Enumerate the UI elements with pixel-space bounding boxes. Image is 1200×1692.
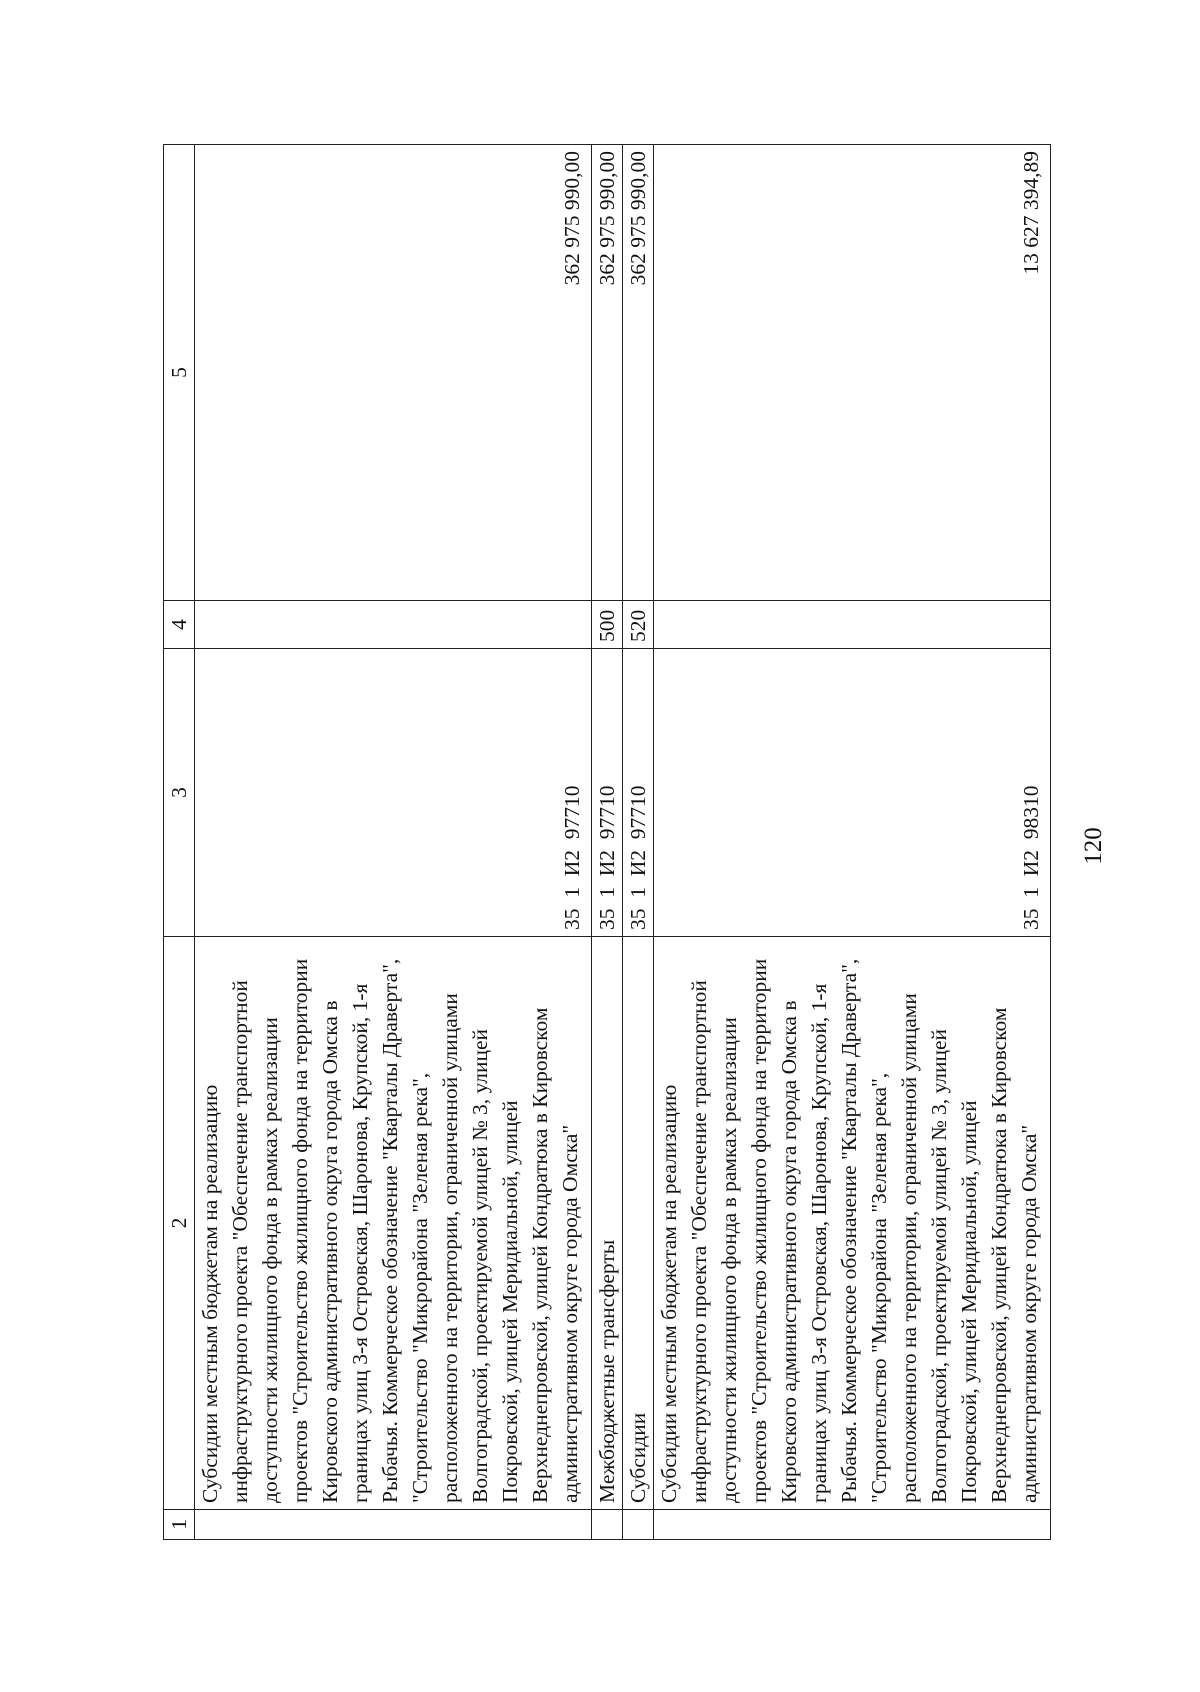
header-row bbox=[164, 145, 195, 1540]
table-row bbox=[623, 145, 654, 1540]
type-cell: 500 bbox=[592, 601, 623, 649]
budget-table bbox=[163, 144, 1051, 1540]
row-number-cell bbox=[654, 1510, 1051, 1540]
type-cell: 520 bbox=[623, 601, 654, 649]
header-col-4: 4 bbox=[164, 601, 195, 649]
amount-cell: 13 627 394,89 bbox=[654, 145, 1051, 601]
amount-cell: 362 975 990,00 bbox=[623, 145, 654, 601]
code-cell: 35 1 И2 97710 bbox=[623, 649, 654, 937]
description-cell: Межбюджетные трансферты bbox=[592, 937, 623, 1510]
code-cell: 35 1 И2 97710 bbox=[195, 649, 592, 937]
type-cell bbox=[195, 601, 592, 649]
row-number-cell bbox=[195, 1510, 592, 1540]
row-number-cell bbox=[623, 1510, 654, 1540]
header-col-3: 3 bbox=[164, 649, 195, 937]
table-row bbox=[195, 145, 592, 1540]
code-cell: 35 1 И2 98310 bbox=[654, 649, 1051, 937]
description-cell: Субсидии местным бюджетам на реализацию инфраструктурного проекта "Обеспечение транспортной доступности жилищного фонда в рамках реализации проектов "Строительство жилищного фонда на территории Кировского административного округа города Омска в границах улиц 3-я Островская, Шаронова, Крупской, 1-я Рыбачья. Коммерческое обозначение "Кварталы Драверта", "Строительство "Микрорайона "Зеленая река", расположенного на территории, ограниченной улицами Волгоградской, проектируемой улицей № 3, улицей Покровской, улицей Меридиальной, улицей Верхнеднепровской, улицей Кондратюка в Кировском административном округе города Омска" bbox=[195, 937, 592, 1510]
page-number: 120 bbox=[1080, 827, 1107, 865]
description-cell: Субсидии местным бюджетам на реализацию инфраструктурного проекта "Обеспечение транспортной доступности жилищного фонда в рамках реализации проектов "Строительство жилищного фонда на территории Кировского административного округа города Омска в границах улиц 3-я Островская, Шаронова, Крупской, 1-я Рыбачья. Коммерческое обозначение "Кварталы Драверта", "Строительство "Микрорайона "Зеленая река", расположенного на территории, ограниченной улицами Волгоградской, проектируемой улицей № 3, улицей Покровской, улицей Меридиальной, улицей Верхнеднепровской, улицей Кондратюка в Кировском административном округе города Омска" bbox=[654, 937, 1051, 1510]
header-col-2: 2 bbox=[164, 937, 195, 1510]
code-cell: 35 1 И2 97710 bbox=[592, 649, 623, 937]
type-cell bbox=[654, 601, 1051, 649]
table-row bbox=[654, 145, 1051, 1540]
description-cell: Субсидии bbox=[623, 937, 654, 1510]
amount-cell: 362 975 990,00 bbox=[592, 145, 623, 601]
header-col-5: 5 bbox=[164, 145, 195, 601]
row-number-cell bbox=[592, 1510, 623, 1540]
table-row bbox=[592, 145, 623, 1540]
header-col-1: 1 bbox=[164, 1510, 195, 1540]
amount-cell: 362 975 990,00 bbox=[195, 145, 592, 601]
